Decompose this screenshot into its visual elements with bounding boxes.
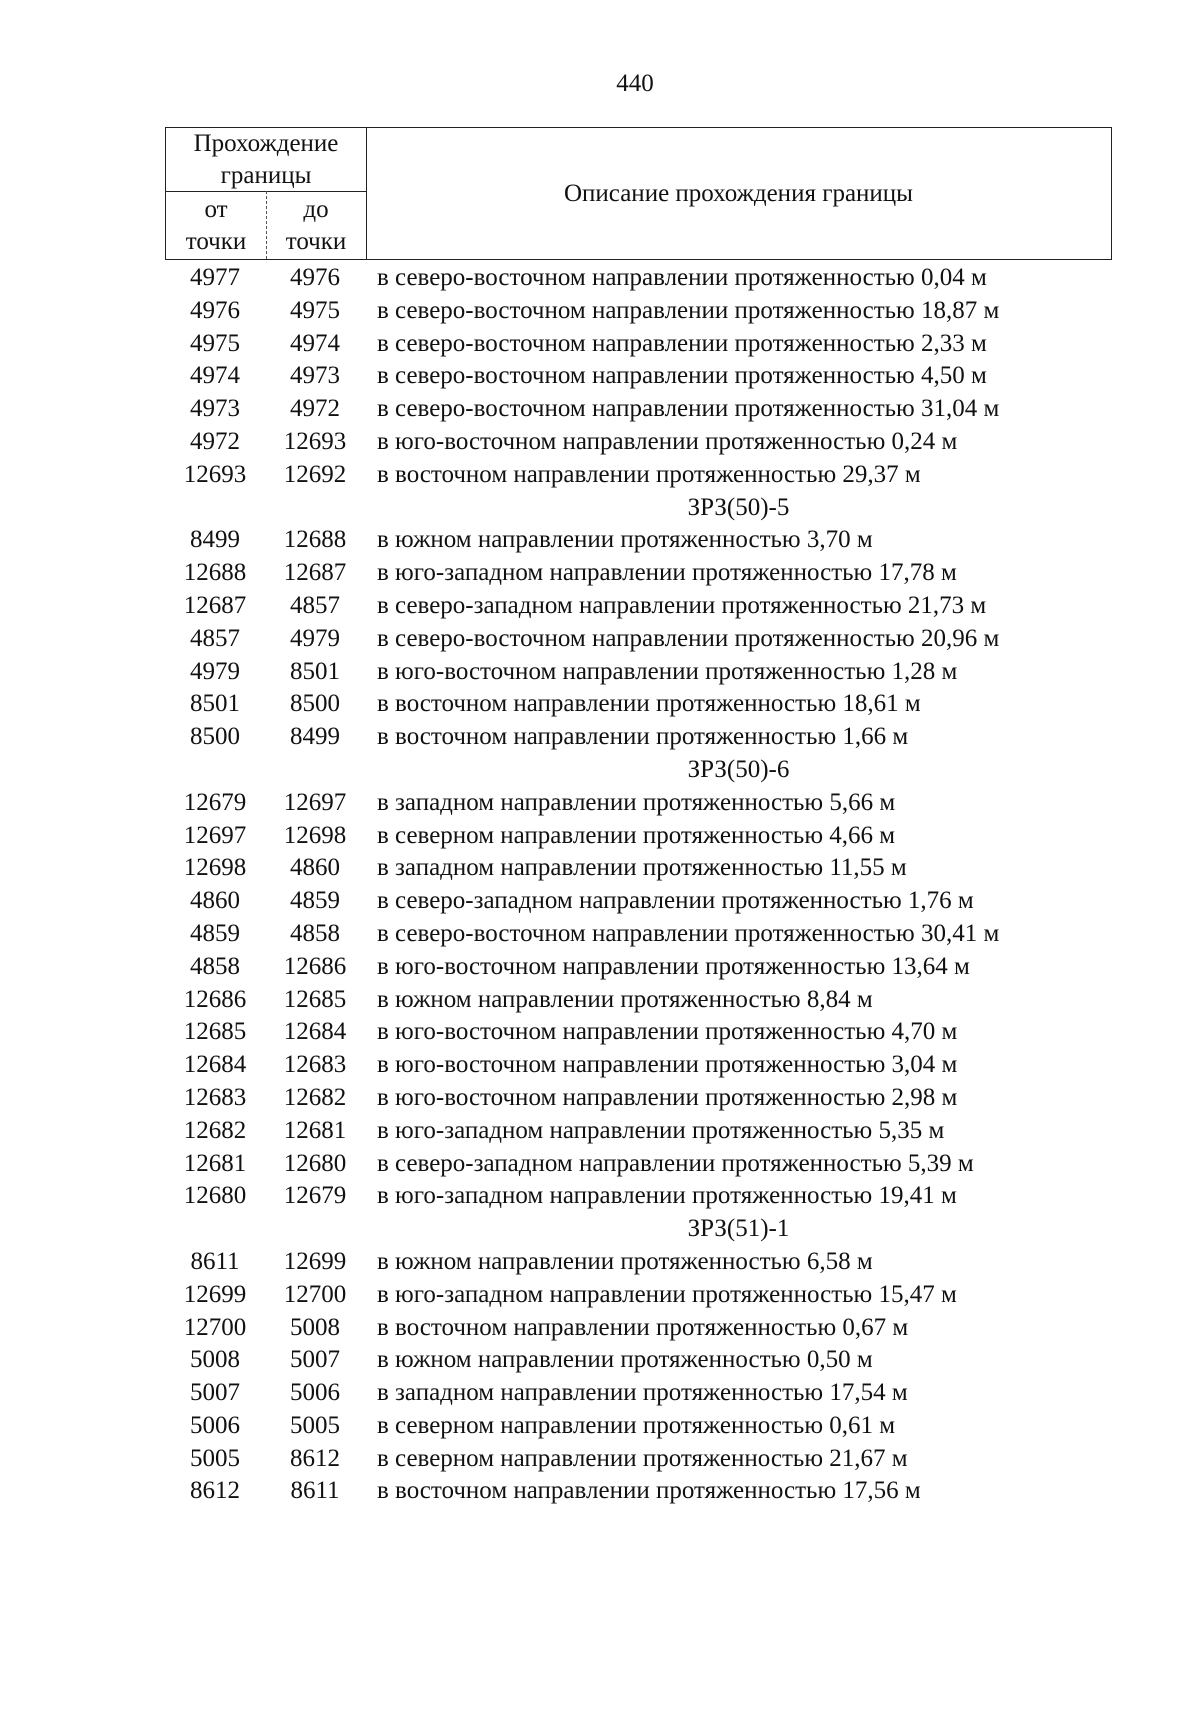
to-point-cell: 8501 [290, 657, 340, 685]
description-cell: в северном направлении протяженностью 21,67 м [377, 1444, 908, 1472]
from-point-cell: 8501 [190, 690, 240, 718]
from-point-cell: 12688 [183, 559, 247, 587]
description-cell: в северо-восточном направлении протяженностью 30,41 м [377, 919, 1000, 947]
from-point-cell: 12700 [183, 1313, 247, 1341]
header-boundary-passage-line2: границы [220, 162, 312, 189]
page-number: 440 [616, 70, 654, 97]
table-row [165, 656, 1112, 689]
description-cell: в юго-восточном направлении протяженностью 1,28 м [377, 657, 958, 685]
from-point-cell: 4860 [190, 887, 240, 915]
to-point-cell: 12700 [283, 1280, 347, 1308]
table-row [165, 1016, 1112, 1049]
from-point-cell: 12697 [183, 821, 247, 849]
to-point-cell: 8611 [290, 1477, 340, 1505]
description-cell: в северо-восточном направлении протяженностью 2,33 м [377, 329, 987, 357]
description-cell: в восточном направлении протяженностью 0,67 м [377, 1313, 909, 1341]
to-point-cell: 12698 [283, 821, 347, 849]
table-row [165, 787, 1112, 820]
from-point-cell: 12686 [183, 985, 247, 1013]
from-point-cell: 12684 [183, 1051, 247, 1079]
table-row [165, 262, 1112, 295]
to-point-cell: 12684 [283, 1018, 347, 1046]
description-cell: в северо-восточном направлении протяженностью 4,50 м [377, 362, 987, 390]
table-row [165, 295, 1112, 328]
table-row [165, 590, 1112, 623]
description-cell: в юго-западном направлении протяженностью 17,78 м [377, 559, 957, 587]
to-point-cell: 12680 [283, 1149, 347, 1177]
from-point-cell: 4977 [190, 264, 240, 291]
table-row [165, 951, 1112, 984]
from-point-cell: 4858 [190, 952, 240, 980]
description-cell: в юго-восточном направлении протяженностью 0,24 м [377, 427, 958, 455]
from-point-cell: 4976 [190, 296, 240, 324]
table-row [165, 459, 1112, 492]
table-row [165, 1049, 1112, 1082]
to-point-cell: 5008 [290, 1313, 340, 1341]
to-point-cell: 12688 [283, 526, 347, 554]
table-row [165, 820, 1112, 853]
table-row [165, 328, 1112, 361]
section-title: ЗРЗ(50)-5 [687, 493, 790, 521]
table-row [165, 426, 1112, 459]
description-cell: в юго-западном направлении протяженностью 19,41 м [377, 1182, 957, 1210]
table-row [165, 688, 1112, 721]
table-row [165, 1279, 1112, 1312]
description-cell: в северном направлении протяженностью 0,61 м [377, 1411, 896, 1439]
from-point-cell: 5006 [190, 1411, 240, 1439]
to-point-cell: 12682 [283, 1083, 347, 1111]
table-row [165, 1475, 1112, 1508]
to-point-cell: 8499 [290, 723, 340, 751]
to-point-cell: 4979 [290, 624, 340, 652]
description-cell: в восточном направлении протяженностью 1,66 м [377, 723, 909, 751]
from-point-cell: 8612 [190, 1477, 240, 1505]
from-point-cell: 12698 [183, 854, 247, 882]
header-from-line2: точки [185, 228, 247, 255]
description-cell: в юго-восточном направлении протяженностью 13,64 м [377, 952, 970, 980]
to-point-cell: 5006 [290, 1379, 340, 1407]
from-point-cell: 5008 [190, 1346, 240, 1374]
to-point-cell: 5005 [290, 1411, 340, 1439]
header-boundary-passage [166, 128, 366, 192]
to-point-cell: 12679 [283, 1182, 347, 1210]
table-row [165, 1443, 1112, 1476]
from-point-cell: 5005 [190, 1444, 240, 1472]
to-point-cell: 4858 [290, 919, 340, 947]
description-cell: в юго-восточном направлении протяженностью 4,70 м [377, 1018, 958, 1046]
to-point-cell: 12681 [283, 1116, 347, 1144]
from-point-cell: 4857 [190, 624, 240, 652]
from-point-cell: 4973 [190, 395, 240, 423]
from-point-cell: 4974 [190, 362, 240, 390]
to-point-cell: 12699 [283, 1247, 347, 1275]
to-point-cell: 12693 [283, 427, 347, 455]
description-cell: в юго-восточном направлении протяженностью 2,98 м [377, 1083, 958, 1111]
description-cell: в южном направлении протяженностью 3,70 м [377, 526, 873, 554]
description-cell: в юго-западном направлении протяженностью 15,47 м [377, 1280, 957, 1308]
description-cell: в северо-восточном направлении протяженностью 20,96 м [377, 624, 1000, 652]
description-cell: в южном направлении протяженностью 0,50 м [377, 1346, 873, 1374]
table-header [165, 127, 1112, 260]
header-from-point [166, 194, 266, 258]
header-description: Описание прохождения границы [564, 180, 913, 207]
from-point-cell: 12693 [183, 460, 247, 488]
description-cell: в восточном направлении протяженностью 29,37 м [377, 460, 921, 488]
table-row [165, 1377, 1112, 1410]
to-point-cell: 8612 [290, 1444, 340, 1472]
from-point-cell: 12679 [183, 788, 247, 816]
table-row [165, 360, 1112, 393]
description-cell: в северо-восточном направлении протяженностью 31,04 м [377, 395, 1000, 423]
from-point-cell: 4859 [190, 919, 240, 947]
header-from-line1: от [204, 196, 228, 223]
table-row [165, 852, 1112, 885]
to-point-cell: 12686 [283, 952, 347, 980]
from-point-cell: 12680 [183, 1182, 247, 1210]
description-cell: в южном направлении протяженностью 6,58 м [377, 1247, 873, 1275]
to-point-cell: 12692 [283, 460, 347, 488]
description-cell: в южном направлении протяженностью 8,84 м [377, 985, 873, 1013]
description-cell: в северо-восточном направлении протяженностью 0,04 м [377, 264, 987, 291]
table-row [165, 721, 1112, 754]
table-row [165, 918, 1112, 951]
to-point-cell: 5007 [290, 1346, 340, 1374]
header-boundary-passage-line1: Прохождение [193, 130, 339, 157]
from-point-cell: 12681 [183, 1149, 247, 1177]
table-row [165, 1148, 1112, 1181]
from-point-cell: 8611 [190, 1247, 240, 1275]
from-point-cell: 12685 [183, 1018, 247, 1046]
to-point-cell: 4973 [290, 362, 340, 390]
description-cell: в юго-западном направлении протяженностью 5,35 м [377, 1116, 945, 1144]
from-point-cell: 12687 [183, 591, 247, 619]
to-point-cell: 8500 [290, 690, 340, 718]
to-point-cell: 12685 [283, 985, 347, 1013]
description-cell: в северо-восточном направлении протяженностью 18,87 м [377, 296, 1000, 324]
section-title: ЗРЗ(51)-1 [687, 1215, 790, 1243]
from-point-cell: 4972 [190, 427, 240, 455]
description-cell: в западном направлении протяженностью 5,66 м [377, 788, 896, 816]
to-point-cell: 4975 [290, 296, 340, 324]
table-row [165, 623, 1112, 656]
from-point-cell: 4975 [190, 329, 240, 357]
to-point-cell: 12683 [283, 1051, 347, 1079]
section-title: ЗРЗ(50)-6 [687, 755, 790, 783]
table-row [165, 524, 1112, 557]
table-row [165, 885, 1112, 918]
table-row [165, 557, 1112, 590]
table-row [165, 1180, 1112, 1213]
description-cell: в западном направлении протяженностью 17,54 м [377, 1379, 908, 1407]
description-cell: в восточном направлении протяженностью 17,56 м [377, 1477, 921, 1505]
table-row [165, 393, 1112, 426]
header-to-line2: точки [285, 228, 347, 255]
table-row [165, 1312, 1112, 1345]
table-body [165, 262, 1112, 1508]
from-point-cell: 4979 [190, 657, 240, 685]
from-point-cell: 5007 [190, 1379, 240, 1407]
description-cell: в западном направлении протяженностью 11,55 м [377, 854, 907, 882]
table-row [165, 1344, 1112, 1377]
to-point-cell: 4972 [290, 395, 340, 423]
description-cell: в северном направлении протяженностью 4,66 м [377, 821, 896, 849]
to-point-cell: 4976 [290, 264, 340, 291]
to-point-cell: 12697 [283, 788, 347, 816]
table-row [165, 1115, 1112, 1148]
to-point-cell: 4860 [290, 854, 340, 882]
description-cell: в северо-западном направлении протяженностью 5,39 м [377, 1149, 974, 1177]
table-row [165, 1246, 1112, 1279]
table-row [165, 1410, 1112, 1443]
description-cell: в юго-восточном направлении протяженностью 3,04 м [377, 1051, 958, 1079]
table-row [165, 984, 1112, 1017]
to-point-cell: 4857 [290, 591, 340, 619]
from-point-cell: 12683 [183, 1083, 247, 1111]
from-point-cell: 12682 [183, 1116, 247, 1144]
from-point-cell: 8499 [190, 526, 240, 554]
table-row [165, 1082, 1112, 1115]
description-cell: в восточном направлении протяженностью 18,61 м [377, 690, 921, 718]
from-point-cell: 8500 [190, 723, 240, 751]
to-point-cell: 4974 [290, 329, 340, 357]
description-cell: в северо-западном направлении протяженностью 21,73 м [377, 591, 987, 619]
to-point-cell: 4859 [290, 887, 340, 915]
header-to-line1: до [303, 196, 329, 223]
to-point-cell: 12687 [283, 559, 347, 587]
from-point-cell: 12699 [183, 1280, 247, 1308]
header-to-point [266, 194, 366, 258]
description-cell: в северо-западном направлении протяженностью 1,76 м [377, 887, 974, 915]
